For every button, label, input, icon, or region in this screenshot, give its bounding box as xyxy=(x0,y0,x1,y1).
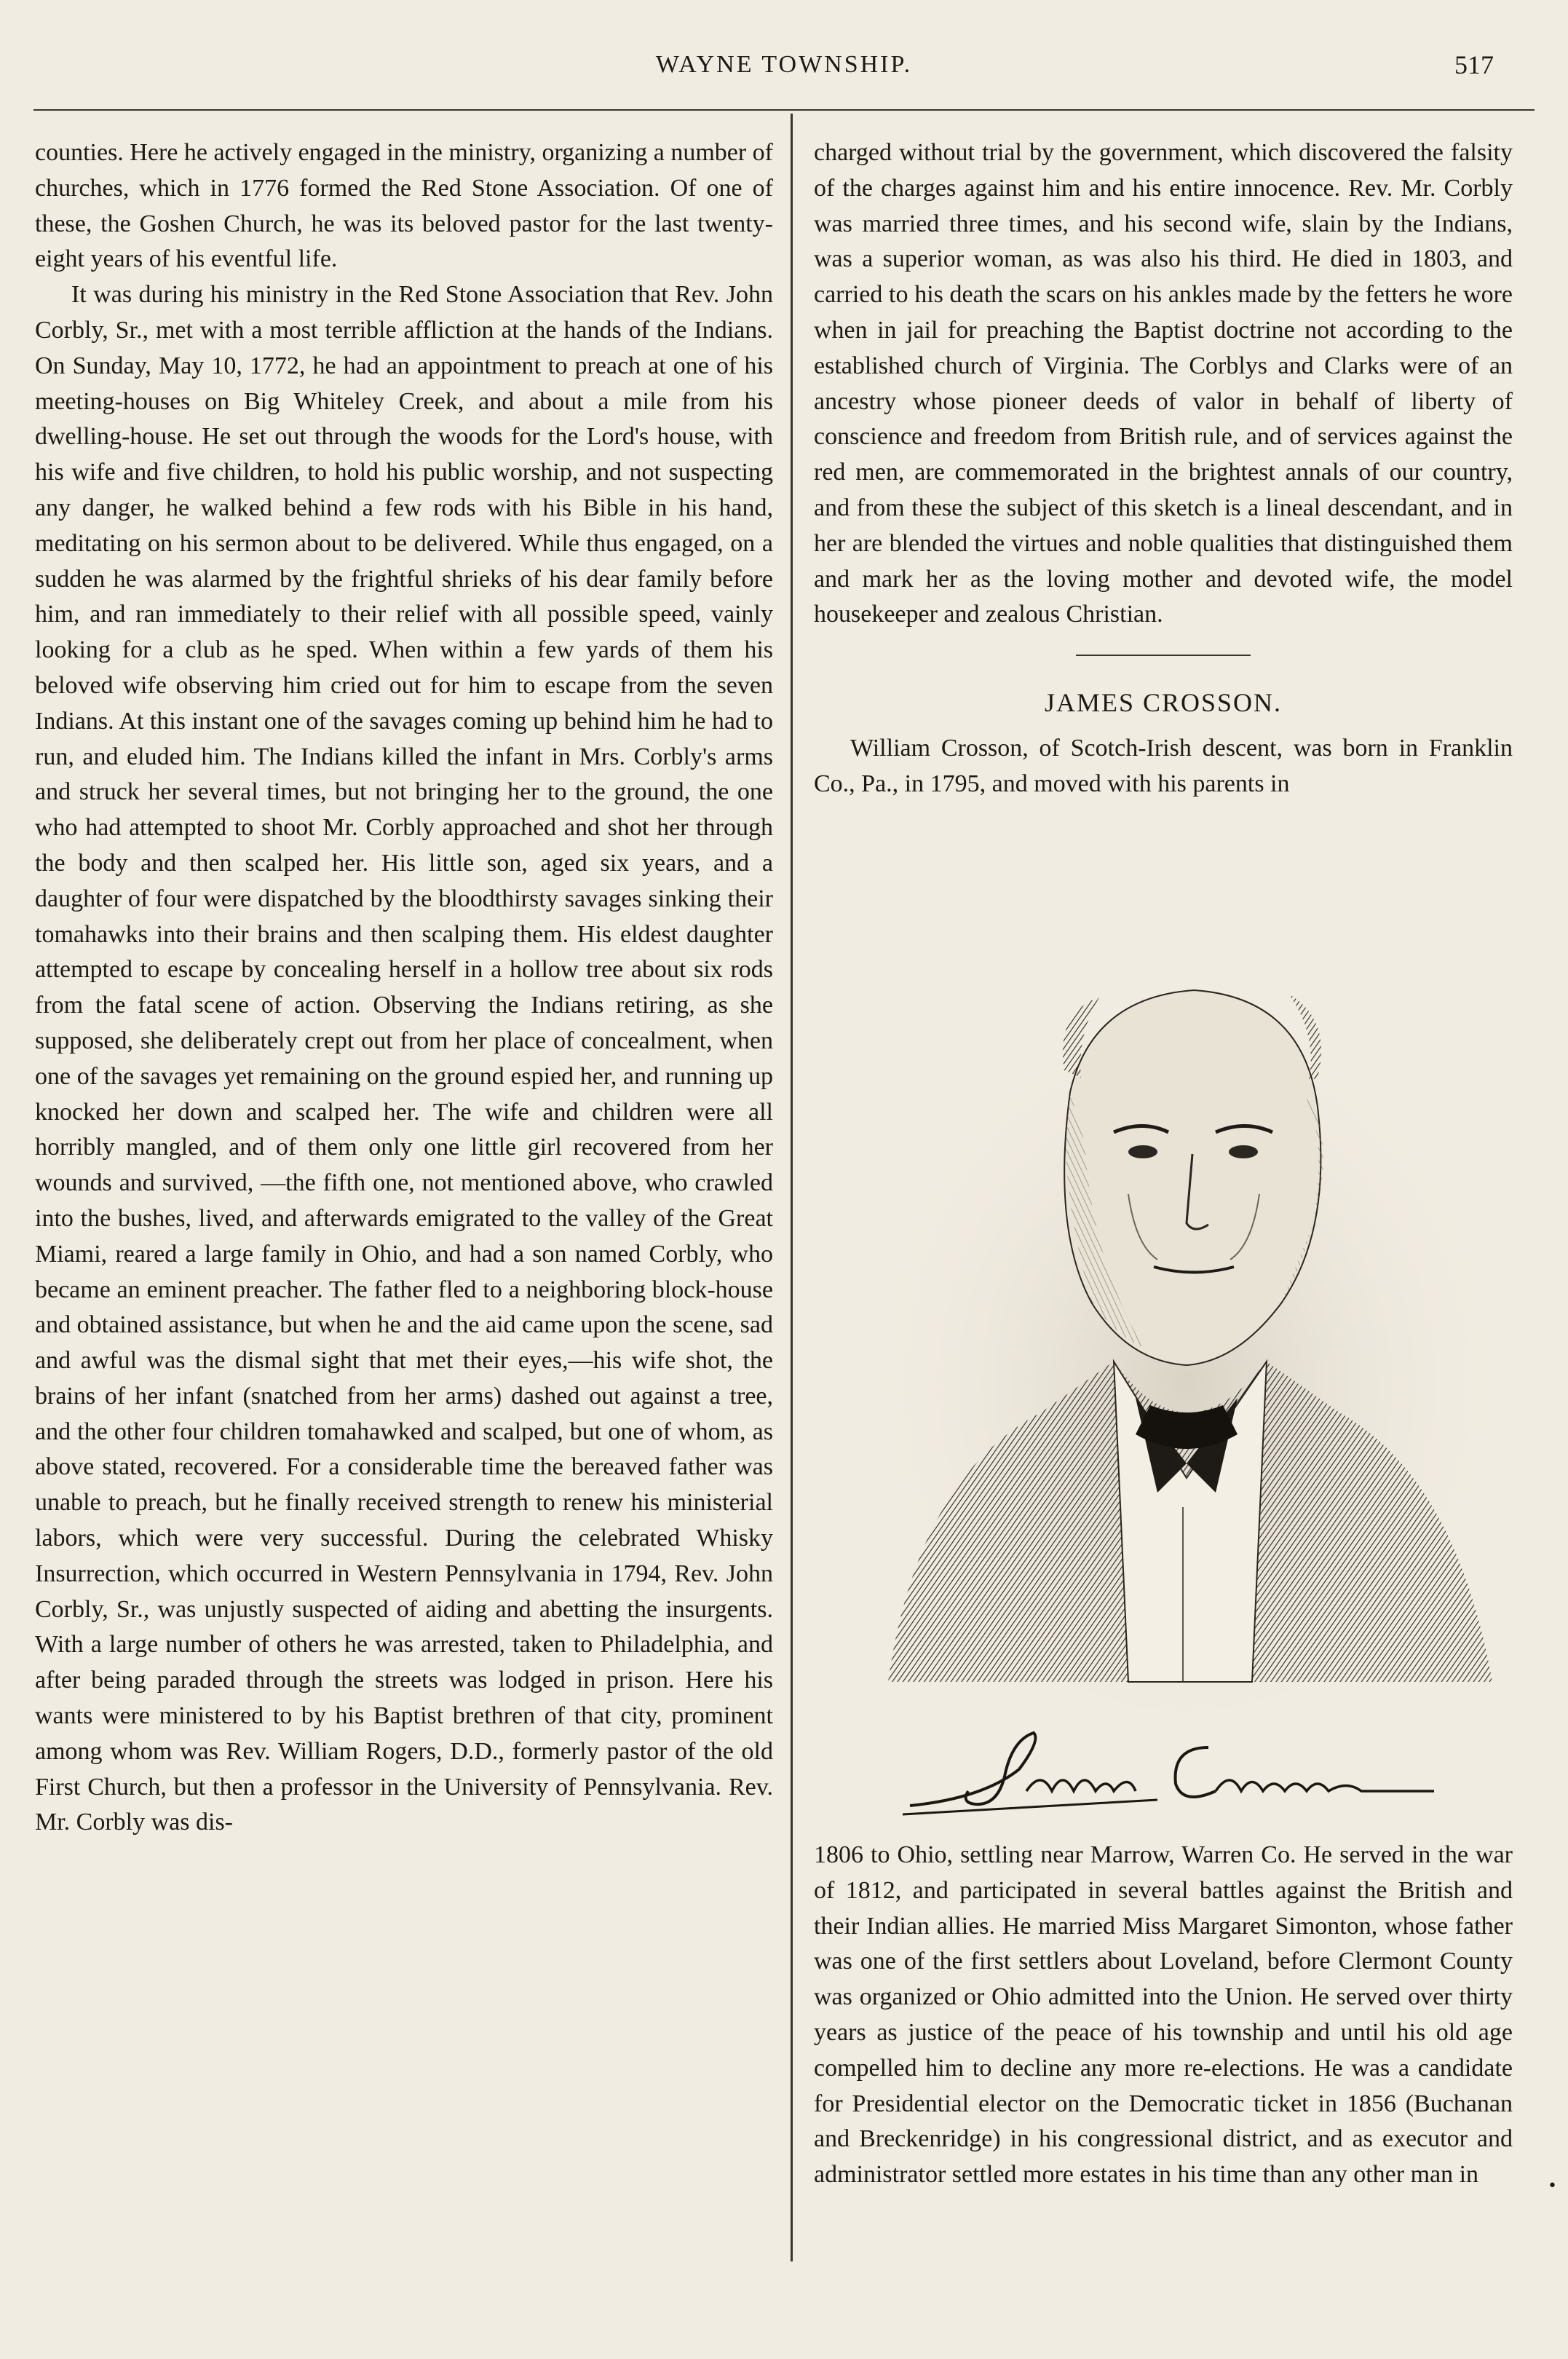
margin-mark: • xyxy=(1548,2177,1557,2195)
crosson-continued-paragraph: 1806 to Ohio, settling near Marrow, Warren Co. He served in the war of 1812, and participated in several battles against the British and their Indian allies. He married Miss Margaret Simonton, whose father was one of the first settlers about Loveland, before Clermont County was organized or Ohio admitted into the Union. He served over thirty years as justice of the peace of his township and until his old age compelled him to decline any more re-elections. He was a candidate for Presidential elector on the Democratic ticket in 1856 (Buchanan and Breckenridge) in his congressional district, and as executor and administrator settled more estates in his time than any other man in xyxy=(814,1841,1513,2189)
running-title: WAYNE TOWNSHIP. xyxy=(655,51,913,78)
column-divider-rule xyxy=(791,114,793,2261)
signature-image xyxy=(895,1718,1449,1827)
page-header xyxy=(29,45,1539,86)
header-rule xyxy=(33,109,1535,111)
right-column-bottom xyxy=(814,1838,1513,2193)
left-column xyxy=(35,135,773,1841)
section-divider xyxy=(1076,655,1251,656)
page-number: 517 xyxy=(1454,50,1494,79)
portrait-engraving xyxy=(874,954,1500,1711)
left-paragraph-2: It was during his ministry in the Red Stone Association that Rev. John Corbly, Sr., met with a most terrible affliction at the hands of the Indians. On Sunday, May 10, 1772, he had an appointment to preach at one of his meeting-houses on Big Whiteley Creek, and about a mile from his dwelling-house. He set out through the woods for the Lord's house, with his wife and five children, to hold his public worship, and not suspecting any danger, he walked behind a few rods with his Bible in his hand, meditating on his sermon about to be delivered. While thus engaged, on a sudden he was alarmed by the frightful shrieks of his dear family before him, and ran immediately to their relief with all possible speed, vainly looking for a club as he sped. When within a few yards of them his beloved wife observing him cried out for him to escape from the seven Indians. At this instant one of the savages coming up behind him he had to run, and eluded him. The Indians killed the infant in Mrs. Corbly's arms and struck her several times, but not bringing her to the ground, the one who had attempted to shoot Mr. Corbly approached and shot her through the body and then scalped her. His little son, aged six years, and a daughter of four were dispatched by the bloodthirsty savages sinking their tomahawks into their brains and then scalping them. His eldest daughter attempted to escape by concealing herself in a hollow tree about six rods from the fatal scene of action. Observing the Indians retiring, as she supposed, she deliberately crept out from her place of concealment, when one of the savages yet remaining on the ground espied her, and running up knocked her down and scalped her. The wife and children were all horribly mangled, and of them only one little girl recovered from her wounds and survived, —the fifth one, not mentioned above, who crawled into the bushes, lived, and afterwards emigrated to the valley of the Great Miami, reared a large family in Ohio, and had a son named Corbly, who became an eminent preacher. The father fled to a neighboring block-house and obtained assistance, but when he and the aid came upon the scene, sad and awful was the dismal sight that met their eyes,—his wife shot, the brains of her infant (snatched from her arms) dashed out against a tree, and the other four children tomahawked and scalped, but one of whom, as above stated, recovered. For a considerable time the bereaved father was unable to preach, but he finally received strength to renew his ministerial labors, which were very successful. During the celebrated Whisky Insurrection, which occurred in Western Pennsylvania in 1794, Rev. John Corbly, Sr., was unjustly suspected of aiding and abetting the insurgents. With a large number of others he was arrested, taken to Philadelphia, and after being paraded through the streets was lodged in prison. Here his wants were ministered to by his Baptist brethren of that city, prominent among whom was Rev. William Rogers, D.D., formerly pastor of the old First Church, but then a professor in the University of Pennsylvania. Rev. Mr. Corbly was dis- xyxy=(35,281,773,1836)
portrait-illustration xyxy=(874,954,1500,1711)
crosson-intro-paragraph: William Crosson, of Scotch-Irish descent, was born in Franklin Co., Pa., in 1795, and moved with his parents in xyxy=(814,734,1513,797)
right-column-top xyxy=(814,135,1513,802)
right-paragraph-continued: charged without trial by the government, which discovered the falsity of the charges against him and his entire innocence. Rev. Mr. Corbly was married three times, and his second wife, slain by the Indians, was a superior woman, as was also his third. He died in 1803, and carried to his death the scars on his ankles made by the fetters he wore when in jail for preaching the Baptist doctrine not according to the established church of Virginia. The Corblys and Clarks were of an ancestry whose pioneer deeds of valor in behalf of liberty of conscience and freedom from British rule, and of services against the red men, are commemorated in the brightest annals of our country, and from these the subject of this sketch is a lineal descendant, and in her are blended the virtues and noble qualities that distinguished them and mark her as the loving mother and devoted wife, the model housekeeper and zealous Christian. xyxy=(814,139,1513,628)
section-title: JAMES CROSSON. xyxy=(1044,688,1283,718)
left-paragraph-1: counties. Here he actively engaged in the ministry, organizing a number of churches, which in 1776 formed the Red Stone Association. Of one of these, the Goshen Church, he was its beloved pastor for the last twenty-eight years of his eventful life. xyxy=(35,139,774,273)
signature xyxy=(895,1718,1449,1827)
